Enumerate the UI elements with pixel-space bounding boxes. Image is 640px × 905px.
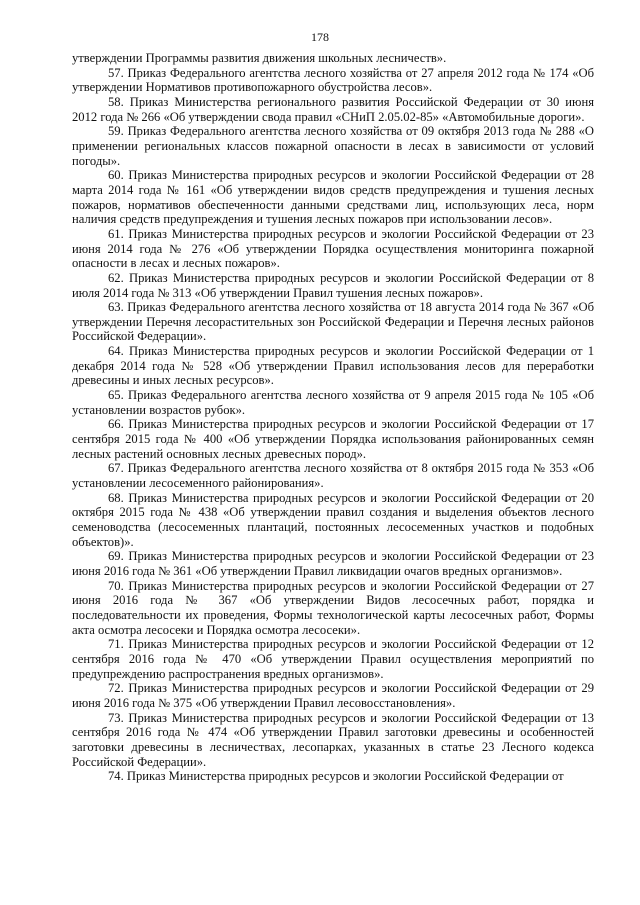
list-item-71: 71. Приказ Министерства природных ресурсов и экологии Российской Федерации от 12 сентября 2016 года № 470 «Об утверждении Правил осуществления мероприятий по предупреждению распространения вредных организмов». [72,637,594,681]
list-item-62: 62. Приказ Министерства природных ресурсов и экологии Российской Федерации от 8 июля 2014 года № 313 «Об утверждении Правил тушения лесных пожаров». [72,270,594,300]
list-item-57: 57. Приказ Федерального агентства лесного хозяйства от 27 апреля 2012 года № 174 «Об утверждении Нормативов противопожарного обустройства лесов». [72,65,594,95]
document-body [72,51,594,784]
list-item-74: 74. Приказ Министерства природных ресурсов и экологии Российской Федерации от [108,769,564,784]
list-item-67: 67. Приказ Федерального агентства лесного хозяйства от 8 октября 2015 года № 353 «Об установлении лесосеменного районирования». [72,461,594,491]
list-item-69: 69. Приказ Министерства природных ресурсов и экологии Российской Федерации от 23 июня 2016 года № 361 «Об утверждении Правил ликвидации очагов вредных организмов». [72,549,594,578]
list-item-61: 61. Приказ Министерства природных ресурсов и экологии Российской Федерации от 23 июня 2014 года № 276 «Об утверждении Порядка осуществления мониторинга пожарной опасности в лесах и лесных пожаров». [72,226,594,271]
page-number: 178 [311,30,329,44]
list-item-63: 63. Приказ Федерального агентства лесного хозяйства от 18 августа 2014 года № 367 «Об утверждении Перечня лесорастительных зон Российской Федерации и Перечня лесных районов Российской Федерации». [72,300,594,344]
list-item-59: 59. Приказ Федерального агентства лесного хозяйства от 09 октября 2013 года № 288 «О применении региональных классов пожарной опасности в лесах в зависимости от условий погоды». [72,124,594,168]
list-item-58: 58. Приказ Министерства регионального развития Российской Федерации от 30 июня 2012 года № 266 «Об утверждении свода правил «СНиП 2.05.02-85» «Автомобильные дороги». [72,94,594,124]
list-item-65: 65. Приказ Федерального агентства лесного хозяйства от 9 апреля 2015 года № 105 «Об установлении возрастов рубок». [72,388,594,417]
list-item-60: 60. Приказ Министерства природных ресурсов и экологии Российской Федерации от 28 марта 2014 года № 161 «Об утверждении видов средств предупреждения и тушения лесных пожаров, нормативов обеспеченности данными средствами лиц, использующих леса, норм наличия средств предупреждения и тушения лесных пожаров при использовании лесов». [72,168,594,227]
list-item-70: 70. Приказ Министерства природных ресурсов и экологии Российской Федерации от 27 июня 2016 года № 367 «Об утверждении Видов лесосечных работ, порядка и последовательности их проведения, Формы технологической карты лесосечных работ, Формы акта осмотра лесосеки и Порядка осмотра лесосеки». [72,578,594,637]
list-item-66: 66. Приказ Министерства природных ресурсов и экологии Российской Федерации от 17 сентября 2015 года № 400 «Об утверждении Порядка использования районированных семян лесных растений основных лесных древесных пород». [72,417,594,461]
list-item-64: 64. Приказ Министерства природных ресурсов и экологии Российской Федерации от 1 декабря 2014 года № 528 «Об утверждении Правил использования лесов для переработки древесины и иных лесных ресурсов». [72,344,594,388]
list-item-72: 72. Приказ Министерства природных ресурсов и экологии Российской Федерации от 29 июня 2016 года № 375 «Об утверждении Правил лесовосстановления». [72,681,594,710]
list-item-73: 73. Приказ Министерства природных ресурсов и экологии Российской Федерации от 13 сентября 2016 года № 474 «Об утверждении Правил заготовки древесины и особенностей заготовки древесины в лесничествах, лесопарках, указанных в статье 23 Лесного кодекса Российской Федерации». [72,710,594,769]
list-item-68: 68. Приказ Министерства природных ресурсов и экологии Российской Федерации от 20 октября 2015 года № 438 «Об утверждении правил создания и выделения объектов лесного семеноводства (лесосеменных плантаций, постоянных лесосеменных участков и подобных объектов)». [72,490,594,549]
paragraph-continuation: утверждении Программы развития движения школьных лесничеств». [72,51,447,65]
